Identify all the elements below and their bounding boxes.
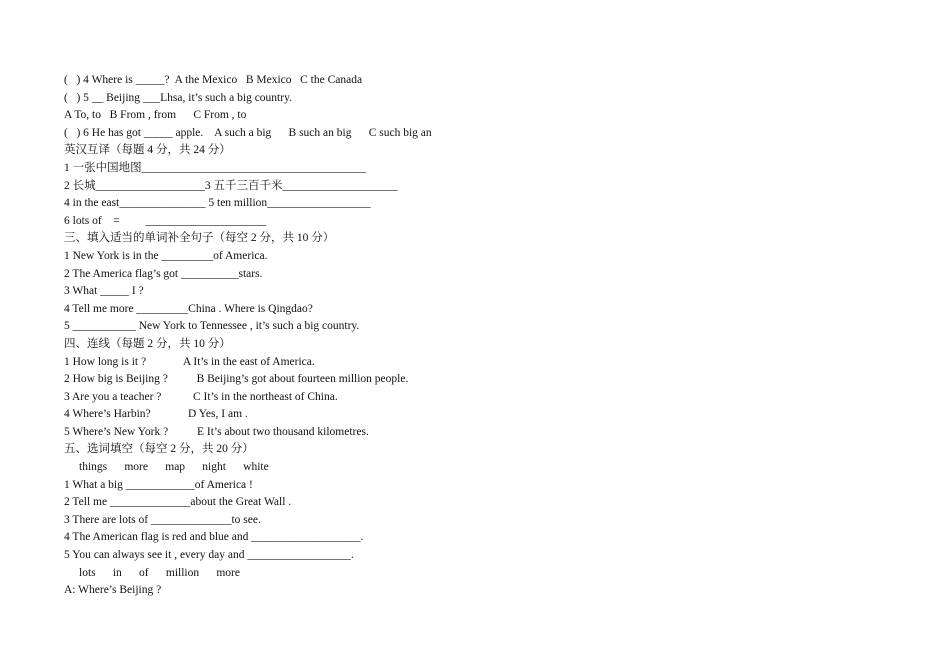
word-bank-2: lots in of million more: [79, 566, 240, 579]
word-fill-1: 1 What a big ____________of America !: [64, 478, 253, 491]
section-translation-heading: 英汉互译（每题 4 分，共 24 分）: [64, 144, 231, 157]
fill-sentence-2: 2 The America flag’s got __________stars.: [64, 267, 263, 280]
word-fill-5: 5 You can always see it , every day and __________________.: [64, 549, 354, 562]
word-bank-1: things more map night white: [79, 461, 269, 474]
match-item-3: 3 Are you a teacher ? C It’s in the northeast of China.: [64, 390, 338, 403]
fill-sentence-3: 3 What _____ I ?: [64, 285, 144, 298]
match-item-2: 2 How big is Beijing ? B Beijing’s got about fourteen million people.: [64, 373, 409, 386]
section-5-heading: 五、选词填空（每空 2 分，共 20 分）: [64, 443, 254, 456]
match-item-4: 4 Where’s Harbin? D Yes, I am .: [64, 408, 248, 421]
fill-sentence-4: 4 Tell me more _________China . Where is Qingdao?: [64, 302, 313, 315]
translation-item-6: 6 lots of = _____________________: [64, 214, 267, 227]
dialogue-line-a: A: Where’s Beijing ?: [64, 584, 162, 597]
word-fill-3: 3 There are lots of ______________to see.: [64, 513, 261, 526]
question-5-options: A To, to B From , from C From , to: [64, 109, 247, 122]
match-item-1: 1 How long is it ? A It’s in the east of America.: [64, 355, 315, 368]
translation-item-4-5: 4 in the east_______________ 5 ten million__________________: [64, 197, 371, 210]
worksheet-page: [64, 72, 904, 600]
section-4-heading: 四、连线（每题 2 分，共 10 分）: [64, 337, 231, 350]
word-fill-4: 4 The American flag is red and blue and ___________________.: [64, 531, 364, 544]
question-6-choice: ( ) 6 He has got _____ apple. A such a big B such an big C such big an: [64, 126, 432, 139]
word-fill-2: 2 Tell me ______________about the Great Wall .: [64, 496, 292, 509]
translation-item-1: 1 一张中国地图_______________________________________: [64, 161, 366, 174]
question-5-choice: ( ) 5 __ Beijing ___Lhsa, it’s such a big country.: [64, 91, 292, 104]
fill-sentence-1: 1 New York is in the _________of America.: [64, 249, 268, 262]
section-3-heading: 三、填入适当的单词补全句子（每空 2 分，共 10 分）: [64, 232, 335, 245]
match-item-5: 5 Where’s New York ? E It’s about two thousand kilometres.: [64, 425, 369, 438]
fill-sentence-5: 5 ___________ New York to Tennessee , it’s such a big country.: [64, 320, 360, 333]
translation-item-2-3: 2 长城___________________3 五千三百千米____________________: [64, 179, 398, 192]
question-4-choice: ( ) 4 Where is _____? A the Mexico B Mexico C the Canada: [64, 74, 363, 86]
